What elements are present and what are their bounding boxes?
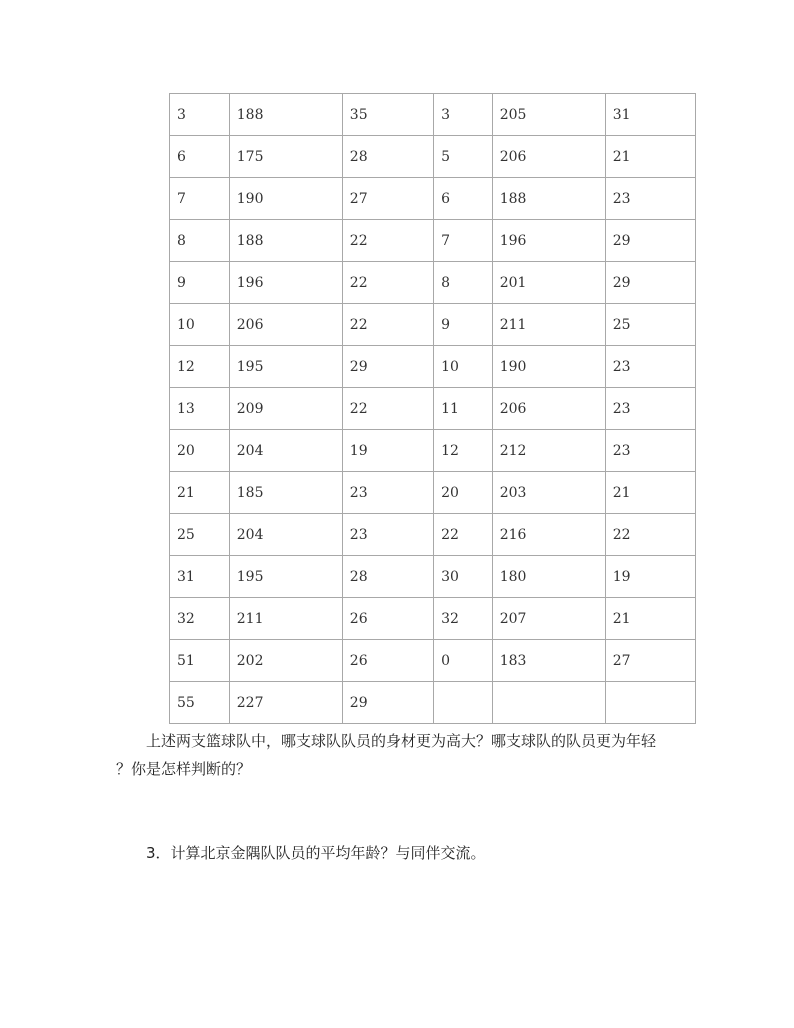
table-cell: 26 [342, 598, 433, 640]
table-cell: 3 [434, 94, 493, 136]
table-cell: 27 [342, 178, 433, 220]
table-cell: 29 [342, 682, 433, 724]
table-cell: 20 [434, 472, 493, 514]
table-row [170, 136, 696, 178]
table-cell [492, 682, 605, 724]
table-row [170, 346, 696, 388]
table-cell: 183 [492, 640, 605, 682]
table-cell [605, 682, 695, 724]
table-cell: 10 [434, 346, 493, 388]
table-cell: 188 [229, 220, 342, 262]
table-cell: 207 [492, 598, 605, 640]
table-cell: 55 [170, 682, 230, 724]
table-cell: 21 [605, 598, 695, 640]
table-cell: 203 [492, 472, 605, 514]
table-cell: 216 [492, 514, 605, 556]
table-cell: 22 [605, 514, 695, 556]
table-cell: 206 [492, 136, 605, 178]
table-cell: 204 [229, 514, 342, 556]
table-cell: 9 [170, 262, 230, 304]
exercise-item-3: 3．计算北京金隅队队员的平均年龄？与同伴交流。 [146, 844, 486, 862]
table-row [170, 262, 696, 304]
table-cell: 20 [170, 430, 230, 472]
table-cell: 22 [342, 304, 433, 346]
table-cell: 21 [170, 472, 230, 514]
table-cell: 201 [492, 262, 605, 304]
table-cell: 202 [229, 640, 342, 682]
table-cell: 190 [229, 178, 342, 220]
table-cell: 211 [229, 598, 342, 640]
table-cell: 7 [434, 220, 493, 262]
table-cell: 188 [229, 94, 342, 136]
table-cell: 11 [434, 388, 493, 430]
table-cell: 27 [605, 640, 695, 682]
table-body [170, 94, 696, 724]
table-cell: 188 [492, 178, 605, 220]
table-cell: 6 [170, 136, 230, 178]
table-cell: 23 [342, 514, 433, 556]
table-cell: 195 [229, 346, 342, 388]
table-cell: 32 [434, 598, 493, 640]
table-cell: 22 [342, 262, 433, 304]
table-cell: 28 [342, 556, 433, 598]
table-row [170, 598, 696, 640]
table-cell [434, 682, 493, 724]
table-cell: 212 [492, 430, 605, 472]
table-cell: 25 [170, 514, 230, 556]
table-cell: 205 [492, 94, 605, 136]
table-cell: 21 [605, 472, 695, 514]
table-cell: 19 [605, 556, 695, 598]
table-cell: 13 [170, 388, 230, 430]
table-cell: 8 [434, 262, 493, 304]
table-row [170, 640, 696, 682]
table-cell: 35 [342, 94, 433, 136]
table-cell: 23 [605, 388, 695, 430]
question-text-line-1: 上述两支篮球队中，哪支球队队员的身材更为高大？哪支球队的队员更为年轻 [146, 732, 657, 750]
table-cell: 12 [434, 430, 493, 472]
table-cell: 23 [605, 346, 695, 388]
question-text-line-2: ？你是怎样判断的？ [116, 760, 252, 778]
table-cell: 12 [170, 346, 230, 388]
table-cell: 10 [170, 304, 230, 346]
table-cell: 29 [605, 220, 695, 262]
table-cell: 30 [434, 556, 493, 598]
table-cell: 185 [229, 472, 342, 514]
table-row [170, 220, 696, 262]
table-cell: 23 [605, 178, 695, 220]
table-cell: 8 [170, 220, 230, 262]
table-cell: 6 [434, 178, 493, 220]
table-row [170, 304, 696, 346]
table-row [170, 472, 696, 514]
table-cell: 28 [342, 136, 433, 178]
table-row [170, 388, 696, 430]
table-cell: 227 [229, 682, 342, 724]
table-cell: 22 [342, 388, 433, 430]
table-cell: 209 [229, 388, 342, 430]
table-cell: 206 [229, 304, 342, 346]
table-cell: 21 [605, 136, 695, 178]
table-cell: 29 [605, 262, 695, 304]
table-cell: 3 [170, 94, 230, 136]
table-row [170, 178, 696, 220]
table-cell: 31 [170, 556, 230, 598]
table-cell: 195 [229, 556, 342, 598]
table-row [170, 556, 696, 598]
table-cell: 19 [342, 430, 433, 472]
table-cell: 175 [229, 136, 342, 178]
table-cell: 204 [229, 430, 342, 472]
table-cell: 25 [605, 304, 695, 346]
table-cell: 180 [492, 556, 605, 598]
player-data-table [169, 93, 696, 724]
table-row [170, 514, 696, 556]
table-row [170, 430, 696, 472]
table-cell: 206 [492, 388, 605, 430]
table-cell: 9 [434, 304, 493, 346]
table-cell: 211 [492, 304, 605, 346]
table-cell: 0 [434, 640, 493, 682]
table-cell: 22 [342, 220, 433, 262]
table-cell: 22 [434, 514, 493, 556]
table-cell: 51 [170, 640, 230, 682]
table-cell: 190 [492, 346, 605, 388]
table-cell: 32 [170, 598, 230, 640]
table-cell: 23 [342, 472, 433, 514]
table-cell: 196 [229, 262, 342, 304]
table-cell: 23 [605, 430, 695, 472]
table-cell: 26 [342, 640, 433, 682]
table-cell: 7 [170, 178, 230, 220]
table-cell: 29 [342, 346, 433, 388]
table-row [170, 94, 696, 136]
table-cell: 5 [434, 136, 493, 178]
table-cell: 196 [492, 220, 605, 262]
table-cell: 31 [605, 94, 695, 136]
table-row [170, 682, 696, 724]
